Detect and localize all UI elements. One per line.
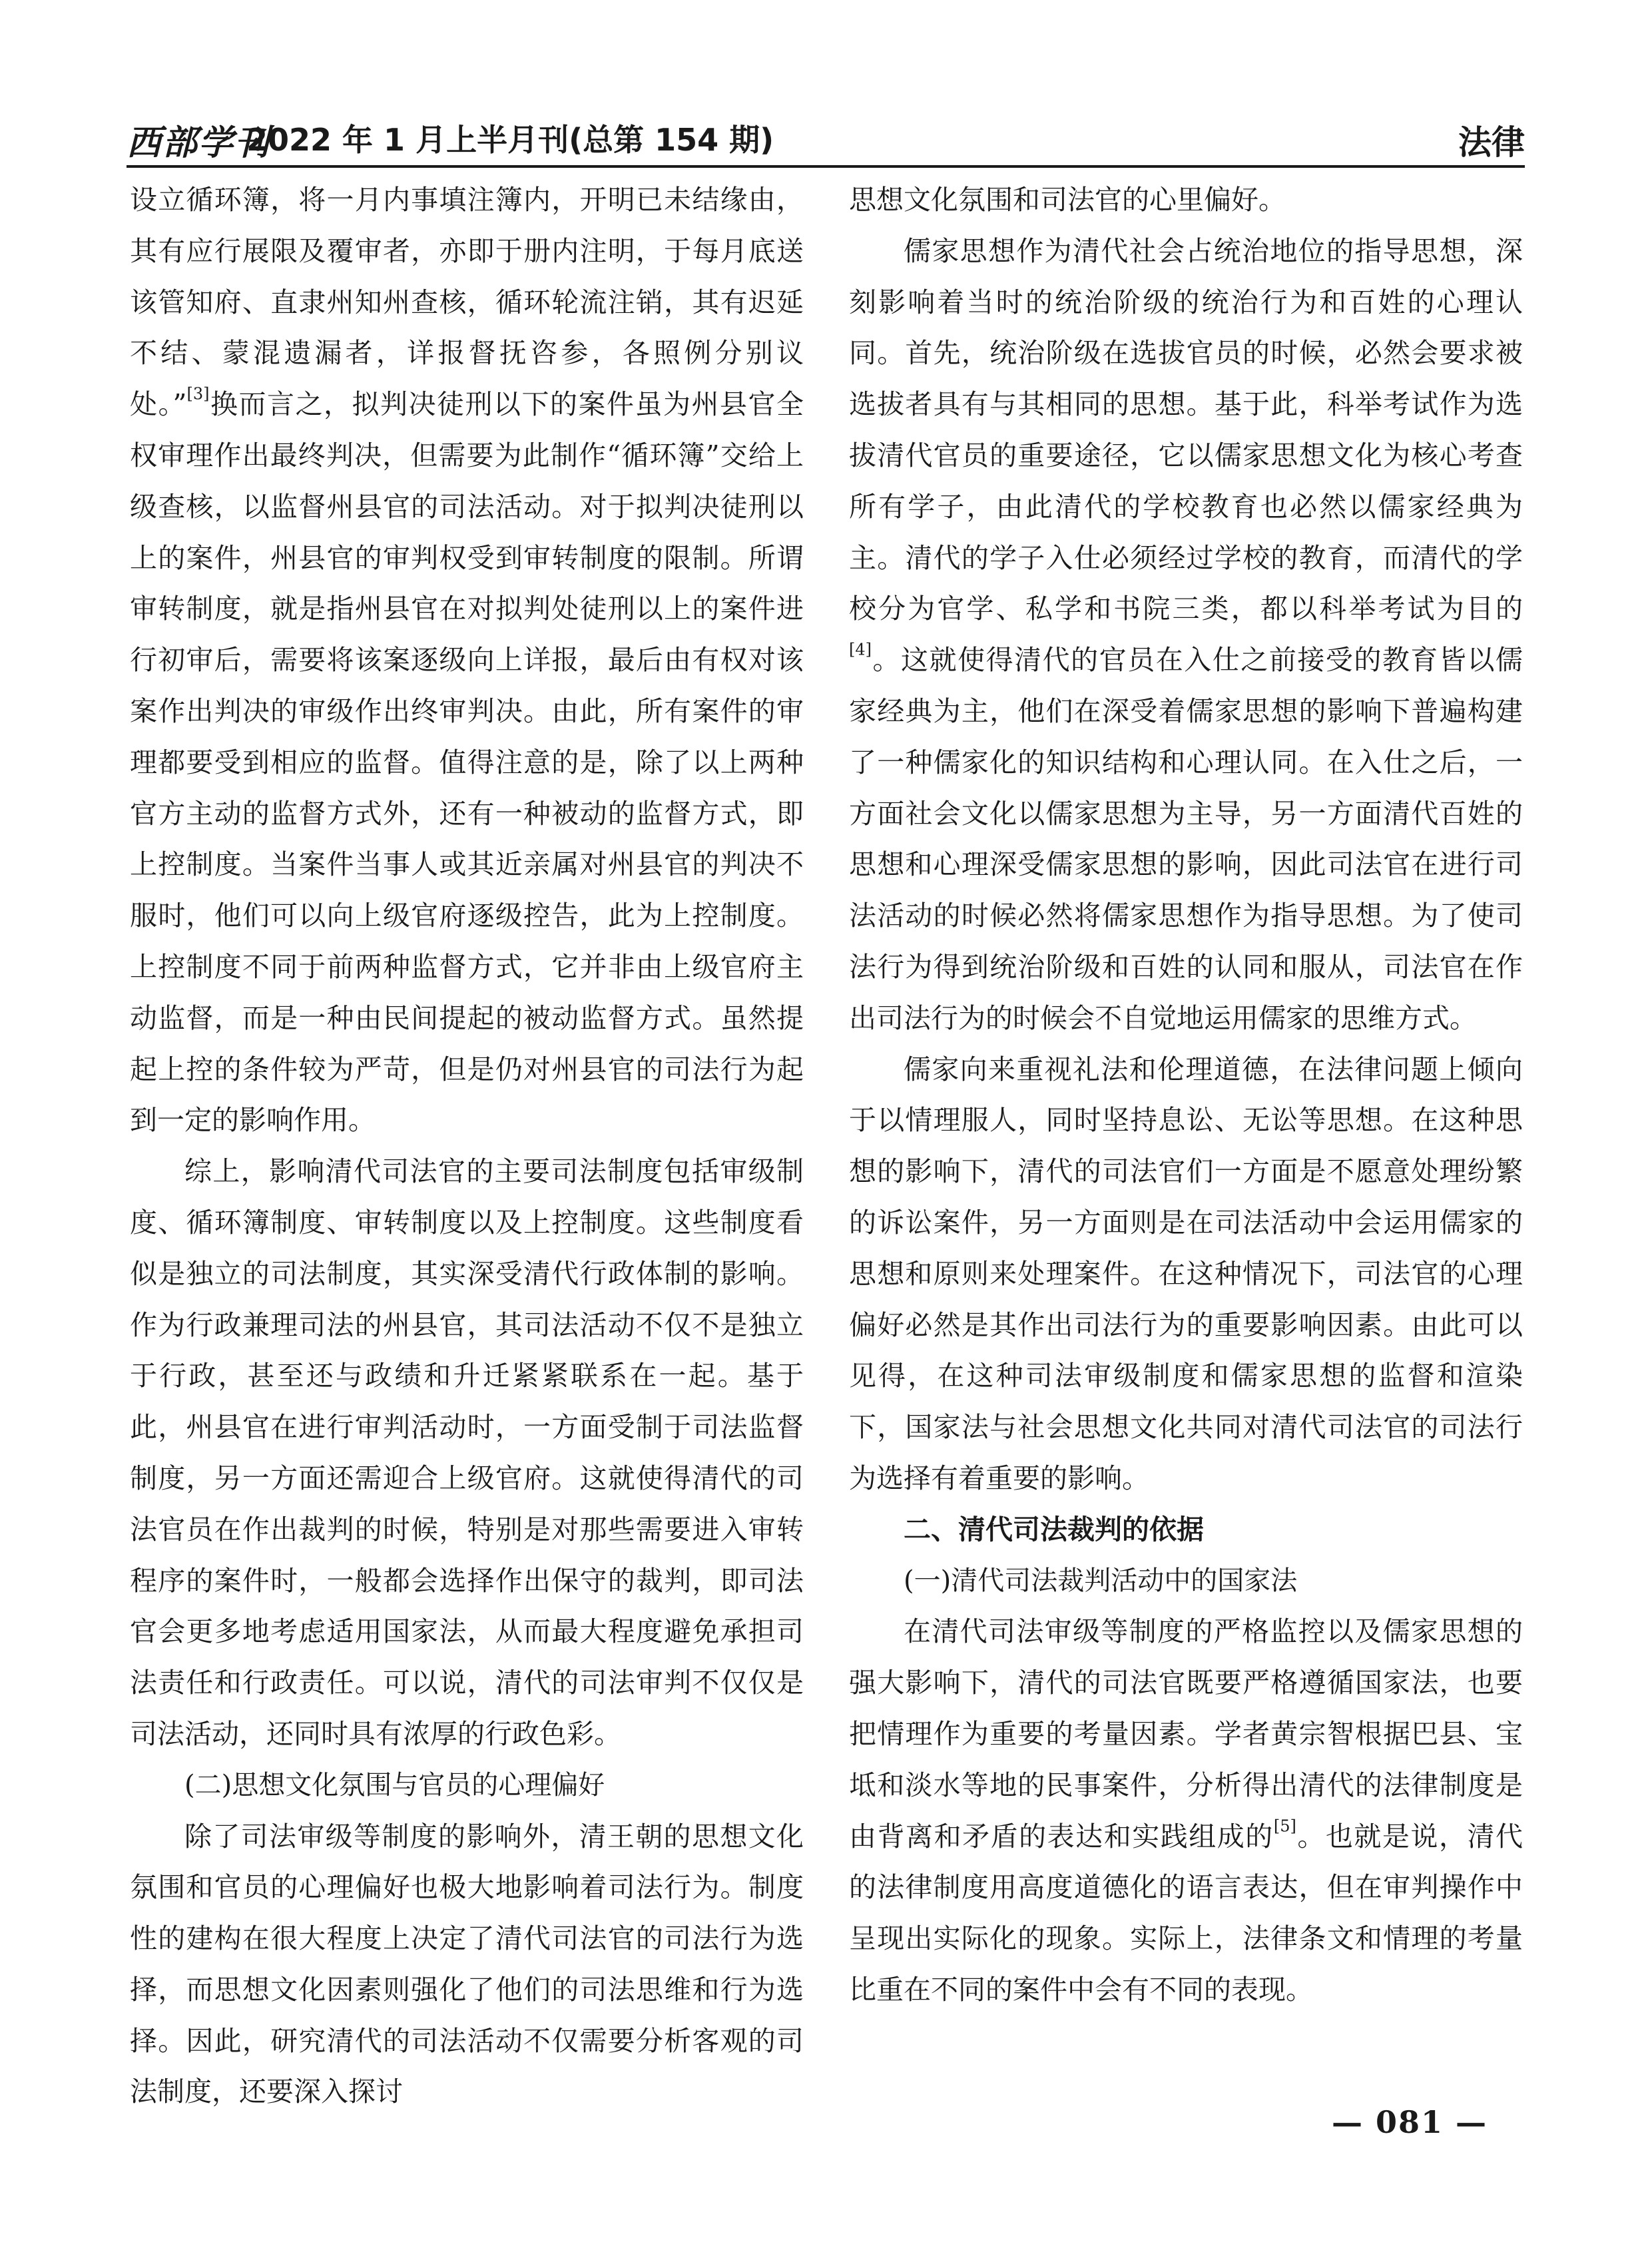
citation-ref: [5] [1273, 1816, 1296, 1835]
section-heading: 二、清代司法裁判的依据 [904, 1513, 1204, 1545]
paragraph [130, 174, 804, 1146]
paragraph-text: 设立循环簿，将一月内事填注簿内，开明已未结缘由，其有应行展限及覆审者，亦即于册内注明，于每月底送该管知府、直隶州知州查核，循环轮流注销，其有迟延不结、蒙混遗漏者，详报督抚咨参，各照例分别议处。” [130, 184, 804, 421]
paragraph-text: 。这就使得清代的官员在入仕之前接受的教育皆以儒家经典为主，他们在深受着儒家思想的影响下普遍构建了一种儒家化的知识结构和心理认同。在入仕之后，一方面社会文化以儒家思想为主导，另一方面清代百姓的思想和心理深受儒家思想的影响，因此司法官在进行司法活动的时候必然将儒家思想作为指导思想。为了使司法行为得到统治阶级和百姓的认同和服从，司法官在作出司法行为的时候会不自觉地运用儒家的思维方式。 [849, 644, 1523, 1034]
paragraph [849, 226, 1523, 1044]
subsection-heading: (二)思想文化氛围与官员的心理偏好 [184, 1769, 605, 1801]
header-rule [127, 165, 1525, 168]
paragraph: 综上，影响清代司法官的主要司法制度包括审级制度、循环簿制度、审转制度以及上控制度。这些制度看似是独立的司法制度，其实深受清代行政体制的影响。作为行政兼理司法的州县官，其司法活动不仅不是独立于行政，甚至还与政绩和升迁紧紧联系在一起。基于此，州县官在进行审判活动时，一方面受制于司法监督制度，另一方面还需迎合上级官府。这就使得清代的司法官员在作出裁判的时候，特别是对那些需要进入审转程序的案件时，一般都会选择作出保守的裁判，即司法官会更多地考虑适用国家法，从而最大程度避免承担司法责任和行政责任。可以说，清代的司法审判不仅仅是司法活动，还同时具有浓厚的行政色彩。 [130, 1155, 804, 1750]
citation-ref: [3] [186, 384, 210, 404]
paragraph: 儒家向来重视礼法和伦理道德，在法律问题上倾向于以情理服人，同时坚持息讼、无讼等思想。在这种思想的影响下，清代的司法官们一方面是不愿意处理纷繁的诉讼案件，另一方面则是在司法活动中会运用儒家的思想和原则来处理案件。在这种情况下，司法官的心理偏好必然是其作出司法行为的重要影响因素。由此可以见得，在这种司法审级制度和儒家思想的监督和渲染下，国家法与社会思想文化共同对清代司法官的司法行为选择有着重要的影响。 [849, 1053, 1523, 1494]
section-label: 法律 [1458, 123, 1525, 162]
right-column [849, 174, 1523, 2052]
page-number: — 081 — [1332, 2104, 1488, 2140]
issue-info: 2022 年 1 月上半月刊(总第 154 期) [246, 122, 774, 158]
paragraph [849, 1606, 1523, 2015]
citation-ref: [4] [849, 640, 872, 659]
paragraph: 思想文化氛围和司法官的心里偏好。 [849, 184, 1286, 216]
journal-logo: 西部学刊 [127, 123, 271, 163]
paragraph-text: 儒家思想作为清代社会占统治地位的指导思想，深刻影响着当时的统治阶级的统治行为和百姓的心理认同。首先，统治阶级在选拔官员的时候，必然会要求被选拔者具有与其相同的思想。基于此，科举考试作为选拔清代官员的重要途径，它以儒家思想文化为核心考查所有学子，由此清代的学校教育也必然以儒家经典为主。清代的学子入仕必须经过学校的教育，而清代的学校分为官学、私学和书院三类，都以科举考试为目的 [849, 234, 1523, 625]
left-column [130, 174, 804, 2108]
subsection-heading: (一)清代司法裁判活动中的国家法 [904, 1565, 1298, 1596]
paragraph-text: 换而言之，拟判决徒刑以下的案件虽为州县官全权审理作出最终判决，但需要为此制作“循环簿”交给上级查核，以监督州县官的司法活动。对于拟判决徒刑以上的案件，州县官的审判权受到审转制度的限制。所谓审转制度，就是指州县官在对拟判处徒刑以上的案件进行初审后，需要将该案逐级向上详报，最后由有权对该案作出判决的审级作出终审判决。由此，所有案件的审理都要受到相应的监督。值得注意的是，除了以上两种官方主动的监督方式外，还有一种被动的监督方式，即上控制度。当案件当事人或其近亲属对州县官的判决不服时，他们可以向上级官府逐级控告，此为上控制度。上控制度不同于前两种监督方式，它并非由上级官府主动监督，而是一种由民间提起的被动监督方式。虽然提起上控的条件较为严苛，但是仍对州县官的司法行为起到一定的影响作用。 [130, 388, 804, 1137]
paragraph-text: 在清代司法审级等制度的严格监控以及儒家思想的强大影响下，清代的司法官既要严格遵循国家法，也要把情理作为重要的考量因素。学者黄宗智根据巴县、宝坻和淡水等地的民事案件，分析得出清代的法律制度是由背离和矛盾的表达和实践组成的 [849, 1615, 1523, 1852]
paragraph-text: 。也就是说，清代的法律制度用高度道德化的语言表达，但在审判操作中呈现出实际化的现象。实际上，法律条文和情理的考量比重在不同的案件中会有不同的表现。 [849, 1820, 1523, 2006]
paragraph: 除了司法审级等制度的影响外，清王朝的思想文化氛围和官员的心理偏好也极大地影响着司法行为。制度性的建构在很大程度上决定了清代司法官的司法行为选择，而思想文化因素则强化了他们的司法思维和行为选择。因此，研究清代的司法活动不仅需要分析客观的司法制度，还要深入探讨 [130, 1820, 804, 2108]
running-header [127, 113, 1525, 163]
